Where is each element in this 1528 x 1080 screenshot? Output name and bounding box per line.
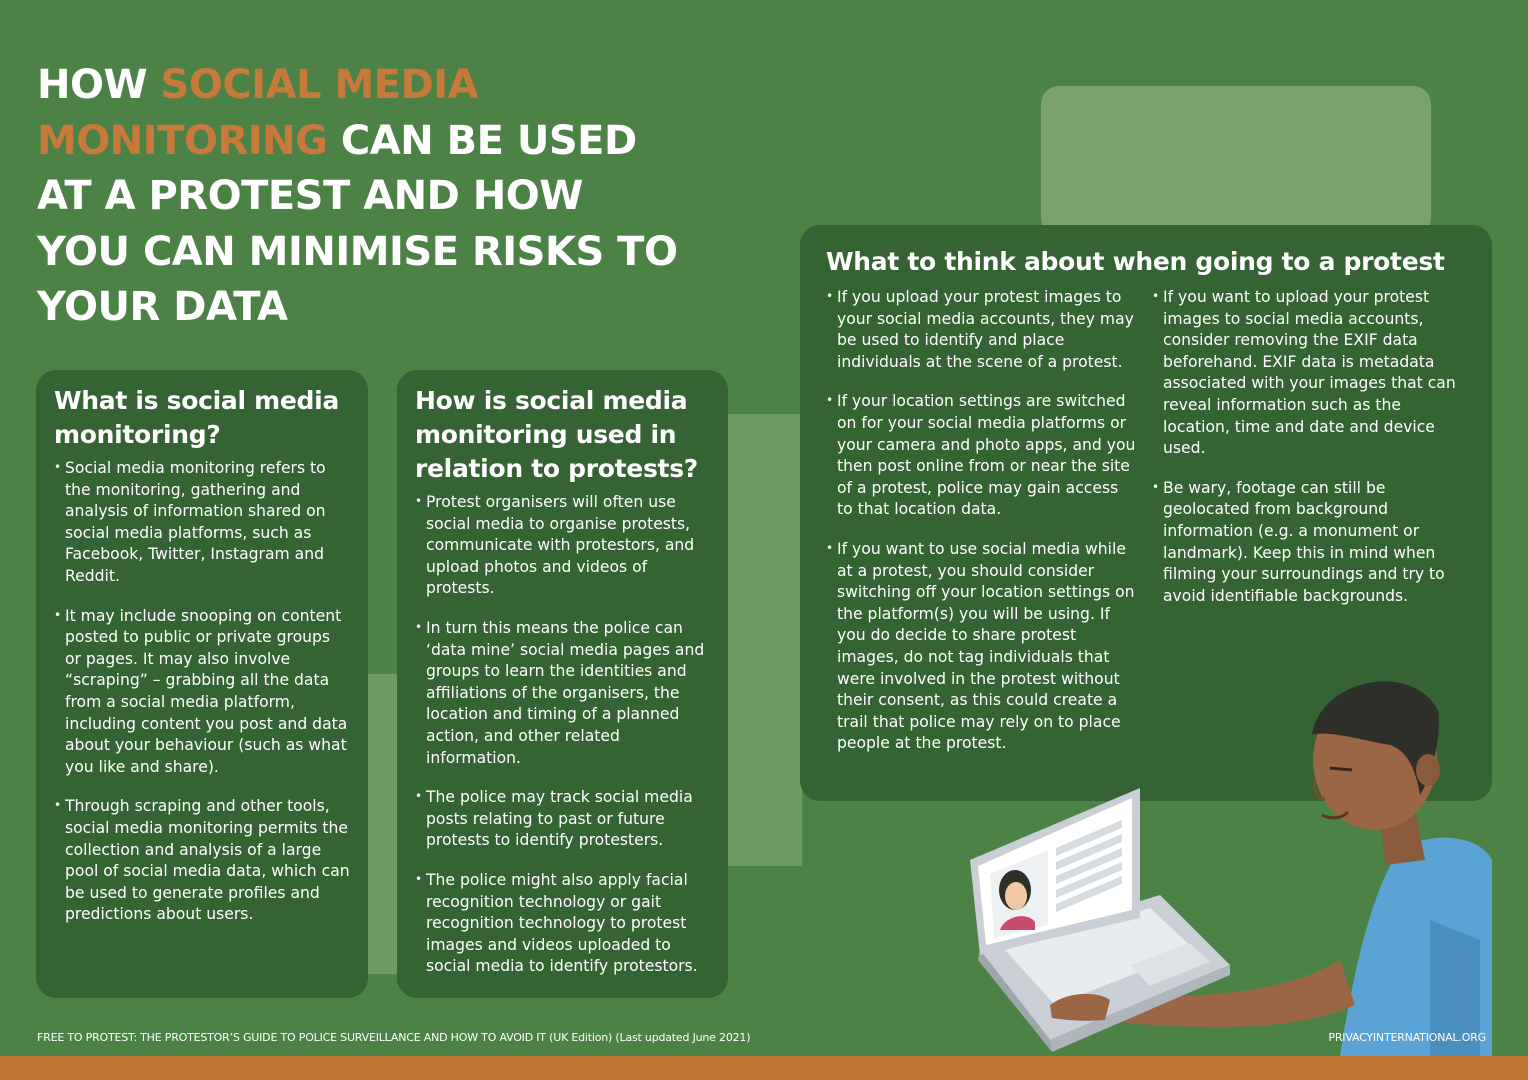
bullet-item: • Be wary, footage can still be geolocated from background information (e.g. a monument or landmark). Keep this in mind when filming your surroundings and try to avoid identifiable backgrounds. <box>1152 478 1470 608</box>
title-text: YOUR DATA <box>37 284 288 330</box>
bullet-item: • If you upload your protest images to your social media accounts, they may be used to identify and place individuals at the scene of a protest. <box>826 287 1138 373</box>
card-heading: What is social media monitoring? <box>54 386 339 449</box>
person-using-laptop-illustration <box>960 660 1520 1056</box>
decorative-block-left <box>366 674 398 974</box>
what-is-monitoring-card <box>36 370 368 998</box>
bullet-item: • It may include snooping on content posted to public or private groups or pages. It may also involve “scraping” – grabbing all the data from a social media platform, including content you post and data about your behaviour (such as what you like and share). <box>54 606 350 779</box>
how-monitoring-used-card <box>397 370 728 998</box>
bullet-item: • If you want to upload your protest images to social media accounts, consider removing the EXIF data beforehand. EXIF data is metadata associated with your images that can reveal information such as the location, time and date and device used. <box>1152 287 1470 460</box>
bullet-item: • The police might also apply facial recognition technology or gait recognition technology to protest images and videos uploaded to social media to identify protestors. <box>415 870 710 978</box>
bullet-list <box>54 458 350 926</box>
card-heading: What to think about when going to a protest <box>826 247 1445 276</box>
title-text: CAN BE USED <box>327 117 637 164</box>
title-highlight: SOCIAL MEDIA <box>160 62 479 108</box>
title-text: YOU CAN MINIMISE RISKS TO <box>37 228 678 275</box>
bullet-item: • If your location settings are switched on for your social media platforms or your camera and photo apps, and you then post online from or near the site of a protest, police may gain access to that location data. <box>826 391 1138 521</box>
bullet-item: • Protest organisers will often use social media to organise protests, communicate with protestors, and upload photos and videos of protests. <box>415 492 710 600</box>
bullet-item: • The police may track social media posts relating to past or future protests to identify protesters. <box>415 787 710 852</box>
footer-publication-info: FREE TO PROTEST: THE PROTESTOR’S GUIDE TO POLICE SURVEILLANCE AND HOW TO AVOID IT (UK Edition) (Last updated June 2021) <box>37 1031 751 1044</box>
page-title <box>37 58 697 336</box>
bullet-item: • If you want to use social media while at a protest, you should consider switching off your location settings on the platform(s) you will be using. If you do decide to share protest images, do not tag individuals that were involved in the protest without their consent, as this could create a trail that police may rely on to place people at the protest. <box>826 539 1138 755</box>
bullet-item: • Through scraping and other tools, social media monitoring permits the collection and analysis of a large pool of social media data, which can be used to generate profiles and predictions about users. <box>54 796 350 926</box>
bullet-item: • In turn this means the police can ‘data mine’ social media pages and groups to learn the identities and affiliations of the organisers, the location and timing of a planned action, and other related information. <box>415 618 710 769</box>
title-text: AT A PROTEST AND HOW <box>37 173 583 219</box>
title-highlight: MONITORING <box>37 117 328 164</box>
footer-website-link[interactable]: PRIVACYINTERNATIONAL.ORG <box>1328 1031 1486 1044</box>
bullet-item: • Social media monitoring refers to the monitoring, gathering and analysis of information shared on social media platforms, such as Facebook, Twitter, Instagram and Reddit. <box>54 458 350 588</box>
title-text: HOW <box>37 62 161 108</box>
decorative-block-middle <box>728 414 802 866</box>
decorative-block-top <box>1041 86 1431 236</box>
bottom-accent-bar <box>0 1056 1528 1080</box>
bullet-list <box>415 492 710 978</box>
card-heading: How is social media monitoring used in relation to protests? <box>415 386 698 483</box>
